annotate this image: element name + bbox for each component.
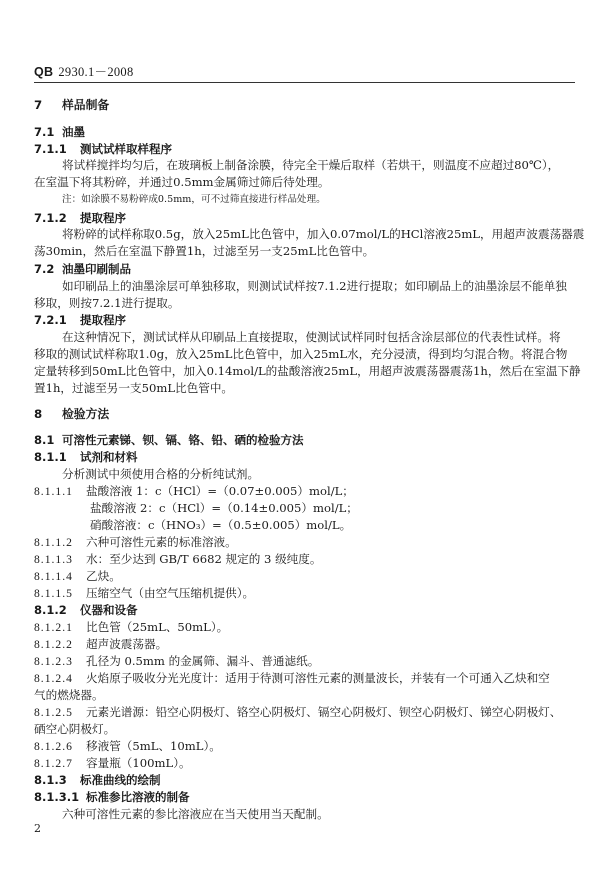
text-line <box>34 670 550 687</box>
text-line <box>90 517 351 533</box>
standard-number: 2930.1－2008 <box>58 65 134 79</box>
text-line <box>90 500 358 516</box>
text-line <box>34 585 254 602</box>
clause-number: 8.1.2.2 <box>34 638 73 651</box>
line-text: 在室温下将其粉碎，并通过0.5mm金属筛过筛后待处理。 <box>34 175 330 189</box>
text-line <box>34 704 561 721</box>
text-line <box>34 636 167 653</box>
line-text: 将粉碎的试样称取0.5g，放入25mL比色管中，加入0.07mol/L的HCl溶液25mL，用超声波震荡器震 <box>62 227 585 241</box>
line-text: 分析测试中须使用合格的分析纯试剂。 <box>62 467 260 481</box>
text-line <box>34 363 581 379</box>
line-text: 元素光谱源：铅空心阴极灯、铬空心阴极灯、镉空心阴极灯、钡空心阴极灯、锑空心阴极灯、 <box>86 705 562 719</box>
line-text: 油墨 <box>62 125 85 139</box>
section-number: 8.1.3.1 <box>34 790 80 804</box>
line-text: 六种可溶性元素的标准溶液。 <box>86 535 237 549</box>
line-text: 气的燃烧器。 <box>34 688 104 702</box>
line-text: 样品制备 <box>62 98 110 112</box>
text-line <box>62 806 329 822</box>
text-line <box>34 295 179 311</box>
section-heading <box>34 406 109 422</box>
clause-number: 8.1.2.5 <box>34 706 73 719</box>
section-number: 7.1 <box>34 125 55 139</box>
standard-code: QB <box>34 65 54 79</box>
text-line <box>34 534 237 551</box>
text-line <box>62 226 584 242</box>
clause-number: 8.1.1.3 <box>34 553 73 566</box>
line-text: 荡30min，然后在室温下静置1h，过滤至另一支25mL比色管中。 <box>34 244 375 258</box>
page-number: 2 <box>34 822 41 835</box>
line-text: 乙炔。 <box>86 569 121 583</box>
line-text: 盐酸溶液 2：c（HCl）=（0.14±0.005）mol/L； <box>90 501 358 515</box>
section-heading <box>34 124 85 140</box>
clause-number: 8.1.2.1 <box>34 621 73 634</box>
section-heading <box>34 261 131 277</box>
text-line <box>34 380 233 396</box>
line-text: 提取程序 <box>80 313 126 327</box>
line-text: 水：至少达到 GB/T 6682 规定的 3 级纯度。 <box>86 552 322 566</box>
section-number: 8.1.1 <box>34 450 67 464</box>
line-text: 移液管（5mL、10mL）。 <box>86 739 221 753</box>
text-line <box>34 568 121 585</box>
clause-number: 8.1.2.6 <box>34 740 73 753</box>
text-line <box>34 687 104 703</box>
section-heading <box>34 432 304 448</box>
line-text: 定量转移到50mL比色管中，加入0.14mol/L的盐酸溶液25mL，用超声波震荡器震荡1h，然后在室温下静 <box>34 364 581 378</box>
clause-number: 8.1.1.1 <box>34 485 73 498</box>
clause-number: 8.1.1.4 <box>34 570 73 583</box>
text-line <box>34 755 191 772</box>
text-line <box>34 619 228 636</box>
line-text: 盐酸溶液 1：c（HCl）=（0.07±0.005）mol/L； <box>86 484 354 498</box>
text-line <box>62 278 567 294</box>
clause-number: 8.1.2.3 <box>34 655 73 668</box>
line-text: 移取，则按7.2.1进行提取。 <box>34 296 180 310</box>
clause-number: 8.1.1.5 <box>34 587 73 600</box>
section-number: 8.1.3 <box>34 773 67 787</box>
line-text: 超声波震荡器。 <box>86 637 168 651</box>
line-text: 检验方法 <box>62 407 110 421</box>
text-line <box>34 551 321 568</box>
text-line <box>34 346 567 362</box>
line-text: 在这种情况下，测试试样从印刷品上直接提取，使测试试样同时包括含涂层部位的代表性试样。将 <box>62 330 561 344</box>
text-line <box>34 653 319 670</box>
text-line <box>62 157 559 173</box>
line-text: 压缩空气（由空气压缩机提供）。 <box>86 586 255 600</box>
line-text: 置1h，过滤至另一支50mL比色管中。 <box>34 381 234 395</box>
text-line <box>62 192 326 208</box>
clause-number: 8.1.1.2 <box>34 536 73 549</box>
line-text: 硝酸溶液：c（HNO₃）=（0.5±0.005）mol/L。 <box>90 518 352 532</box>
line-text: 提取程序 <box>80 211 126 225</box>
line-text: 标准曲线的绘制 <box>80 773 161 787</box>
section-number: 7.2.1 <box>34 313 67 327</box>
section-heading <box>34 210 126 226</box>
line-text: 注：如涂膜不易粉碎成0.5mm，可不过筛直接进行样品处理。 <box>62 194 326 205</box>
section-number: 8.1.2 <box>34 603 67 617</box>
line-text: 将试样搅拌均匀后，在玻璃板上制备涂膜，待完全干燥后取样（若烘干，则温度不应超过80℃）， <box>62 158 560 172</box>
section-number: 7.1.2 <box>34 211 67 225</box>
standard-header <box>34 62 134 80</box>
line-text: 移取的测试试样称取1.0g，放入25mL比色管中，加入25mL水，充分浸渍，得到均匀混合物。将混合物 <box>34 347 568 361</box>
line-text: 标准参比溶液的制备 <box>86 790 190 804</box>
section-number: 7 <box>34 98 43 112</box>
line-text: 硒空心阴极灯。 <box>34 722 116 736</box>
line-text: 试剂和材料 <box>80 450 138 464</box>
section-heading <box>34 602 138 618</box>
text-line <box>34 738 221 755</box>
text-line <box>62 329 561 345</box>
section-number: 7.2 <box>34 262 55 276</box>
line-text: 可溶性元素锑、钡、镉、铬、铅、硒的检验方法 <box>62 433 304 447</box>
text-line <box>34 721 115 737</box>
line-text: 六种可溶性元素的参比溶液应在当天使用当天配制。 <box>62 807 329 821</box>
line-text: 如印刷品上的油墨涂层可单独移取，则测试试样按7.1.2进行提取；如印刷品上的油墨涂层不能单独 <box>62 279 567 293</box>
line-text: 容量瓶（100mL）。 <box>86 756 191 770</box>
line-text: 仪器和设备 <box>80 603 138 617</box>
clause-number: 8.1.2.7 <box>34 757 73 770</box>
line-text: 比色管（25mL、50mL）。 <box>86 620 229 634</box>
line-text: 孔径为 0.5mm 的金属筛、漏斗、普通滤纸。 <box>86 654 320 668</box>
section-heading <box>34 789 190 805</box>
section-heading <box>34 449 138 465</box>
header-rule <box>34 82 575 83</box>
section-number: 7.1.1 <box>34 142 67 156</box>
clause-number: 8.1.2.4 <box>34 672 73 685</box>
text-line <box>34 243 374 259</box>
section-number: 8.1 <box>34 433 55 447</box>
text-line <box>62 466 259 482</box>
section-number: 8 <box>34 407 43 421</box>
line-text: 火焰原子吸收分光光度计：适用于待测可溶性元素的测量波长，并装有一个可通入乙炔和空 <box>86 671 550 685</box>
section-heading <box>34 97 109 113</box>
line-text: 油墨印刷制品 <box>62 262 131 276</box>
section-heading <box>34 312 126 328</box>
line-text: 测试试样取样程序 <box>80 142 172 156</box>
section-heading <box>34 772 161 788</box>
text-line <box>34 174 330 190</box>
text-line <box>34 483 354 500</box>
section-heading <box>34 141 172 157</box>
